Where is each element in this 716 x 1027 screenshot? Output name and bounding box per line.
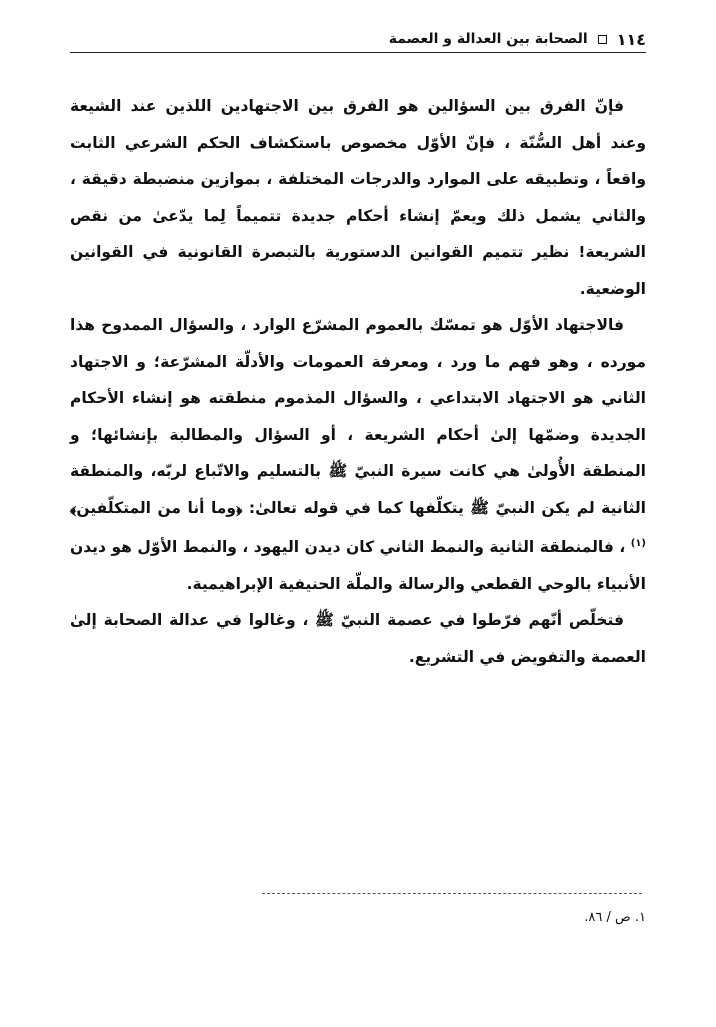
paragraph-2 xyxy=(70,307,646,602)
paragraph-2-body: فالاجتهاد الأوّل هو تمسّك بالعموم المشرّع الوارد ، والسؤال الممدوح هذا مورده ، وهو فهم ما ورد ، ومعرفة العمومات والأدلّة المشرّعة؛ و الاجتهاد الثاني هو الاجتهاد الابتداعي ، والسؤال المذموم منطقته هو إنشاء الأحكام الجديدة وضمّها إلىٰ أحكام الشريعة ، أو السؤال والمطالبة بإنشائها؛ و المنطقة الأُولىٰ هي كانت سيرة النبيّ ﷺ بالتسليم والاتّباع لربّه، والمنطقة الثانية لم يكن النبيّ ﷺ يتكلّفها كما في قوله تعالىٰ: ﴿وما أنا من المتكلّفين﴾ xyxy=(70,316,646,517)
footnote-divider xyxy=(262,893,642,894)
page-number: ١١٤ xyxy=(616,29,646,49)
paragraph-1: فإنّ الفرق بين السؤالين هو الفرق بين الاجتهادين اللذين عند الشيعة وعند أهل السُّنّة ، فإنّ الأوّل مخصوص باستكشاف الحكم الشرعي الثابت واقعاً ، وتطبيقه على الموارد والدرجات المختلفة ، بموازين منضبطة دقيقة ، والثاني يشمل ذلك ويعمّ إنشاء أحكام جديدة تتميماً لِما يدّعىٰ من نقص الشريعة! نظير تتميم القوانين الدستورية بالتبصرة القانونية في القوانين الوضعية. xyxy=(70,97,646,298)
running-header xyxy=(70,28,646,50)
book-title: الصحابة بين العدالة و العصمة xyxy=(388,31,588,47)
footnote-reference[interactable]: (١) xyxy=(630,538,646,549)
paragraph-2-tail: ، فالمنطقة الثانية والنمط الثاني كان ديدن اليهود ، والنمط الأوّل هو ديدن الأنبياء بالوحي القطعي والرسالة والملّة الحنيفية الإبراهيمية. xyxy=(70,538,646,593)
main-text xyxy=(70,88,646,675)
paragraph-3: فتخلّص أنّهم فرّطوا في عصمة النبيّ ﷺ ، وغالوا في عدالة الصحابة إلىٰ العصمة والتفويض في التشريع. xyxy=(70,611,646,666)
footnote: ١. ص / ٨٦. xyxy=(584,910,646,925)
square-separator-icon xyxy=(598,35,607,44)
header-divider xyxy=(70,52,646,53)
